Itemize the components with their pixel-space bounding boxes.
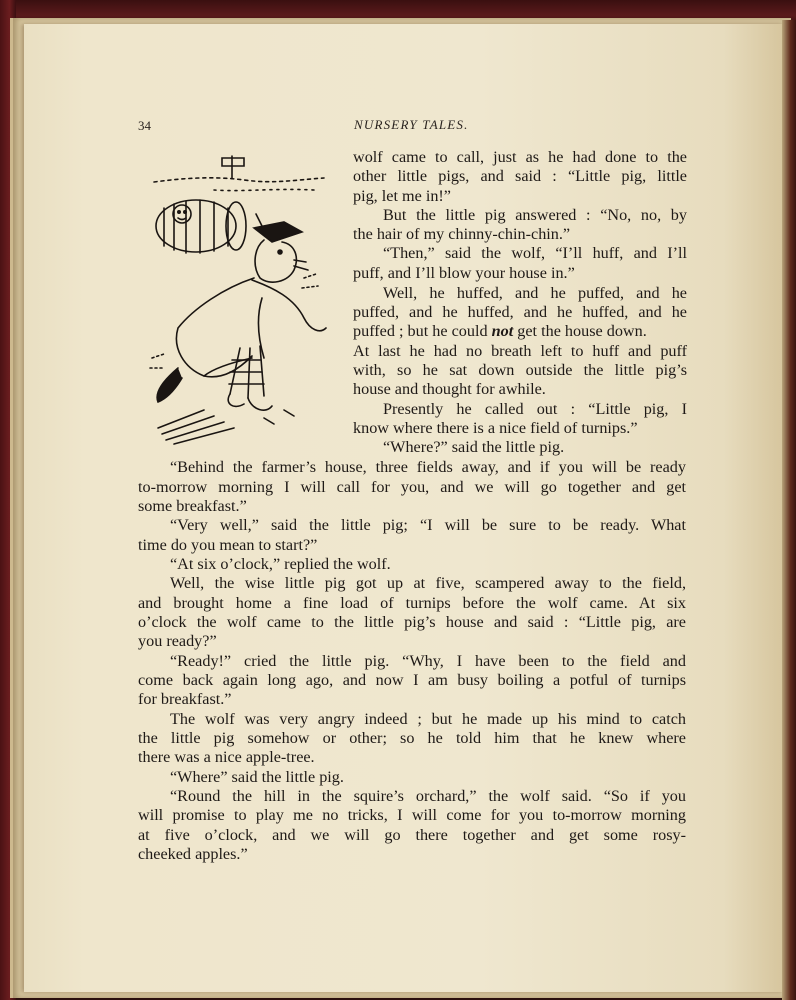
text-line-1: wolf came to call, just as he had done to the	[353, 148, 687, 166]
text-line-29: for breakfast.”	[138, 690, 232, 708]
text-line-9: puffed, and he huffed, and he huffed, and he	[353, 303, 687, 321]
text-line-11: At last he had no breath left to huff and puff	[353, 342, 687, 360]
text-line-21: time do you mean to start?”	[138, 536, 318, 554]
running-title: NURSERY TALES.	[354, 117, 469, 132]
text-emphasis-not: not	[491, 322, 514, 340]
text-line-17: “Behind the farmer’s house, three fields away, and if you will be ready	[170, 458, 686, 476]
text-line-10	[353, 322, 687, 341]
page-number: 34	[138, 118, 151, 133]
text-line-36: at five o’clock, and we will go there together and get some rosy-	[138, 826, 686, 844]
text-line-26: you ready?”	[138, 632, 217, 650]
text-line-12: with, so he sat down outside the little pig’s	[353, 361, 687, 379]
text-fragment-b: get the house down.	[517, 322, 647, 340]
text-line-28: come back again long ago, and now I am busy boiling a potful of turnips	[138, 671, 686, 689]
text-line-4: But the little pig answered : “No, no, by	[383, 206, 687, 224]
text-fragment-a: puffed ; but he could	[353, 322, 488, 340]
text-line-35: will promise to play me no tricks, I will come for you to-morrow morning	[138, 806, 686, 824]
text-line-24: and brought home a fine load of turnips before the wolf came. At six	[138, 594, 686, 612]
text-line-34: “Round the hill in the squire’s orchard,” the wolf said. “So if you	[170, 787, 686, 805]
text-line-23: Well, the wise little pig got up at five, scampered away to the field,	[170, 574, 686, 592]
text-line-30: The wolf was very angry indeed ; but he made up his mind to catch	[170, 710, 686, 728]
text-line-16: “Where?” said the little pig.	[383, 438, 565, 456]
text-line-33: “Where” said the little pig.	[170, 768, 344, 786]
text-line-27: “Ready!” cried the little pig. “Why, I have been to the field and	[170, 652, 686, 670]
text-line-5: the hair of my chinny-chin-chin.”	[353, 225, 571, 243]
text-line-7: puff, and I’ll blow your house in.”	[353, 264, 575, 282]
text-line-19: some breakfast.”	[138, 497, 247, 515]
text-line-14: Presently he called out : “Little pig, I	[383, 400, 687, 418]
text-line-20: “Very well,” said the little pig; “I will be sure to be ready. What	[170, 516, 686, 534]
text-line-18: to-morrow morning I will call for you, and we will go together and get	[138, 478, 686, 496]
text-line-15: know where there is a nice field of turnips.”	[353, 419, 638, 437]
text-line-2: other little pigs, and said : “Little pig, little	[353, 167, 687, 185]
page-edge-right	[782, 20, 796, 1000]
text-line-32: there was a nice apple-tree.	[138, 748, 315, 766]
text-line-25: o’clock the wolf came to the little pig’s house and said : “Little pig, are	[138, 613, 686, 631]
text-line-37: cheeked apples.”	[138, 845, 248, 863]
text-line-31: the little pig somehow or other; so he told him that he knew where	[138, 729, 686, 747]
text-line-3: pig, let me in!”	[353, 187, 451, 205]
wolf-and-pig-illustration	[144, 148, 344, 453]
text-line-13: house and thought for awhile.	[353, 380, 546, 398]
text-line-22: “At six o’clock,” replied the wolf.	[170, 555, 391, 573]
text-line-6: “Then,” said the wolf, “I’ll huff, and I’ll	[383, 244, 687, 262]
text-line-8: Well, he huffed, and he puffed, and he	[383, 284, 687, 302]
